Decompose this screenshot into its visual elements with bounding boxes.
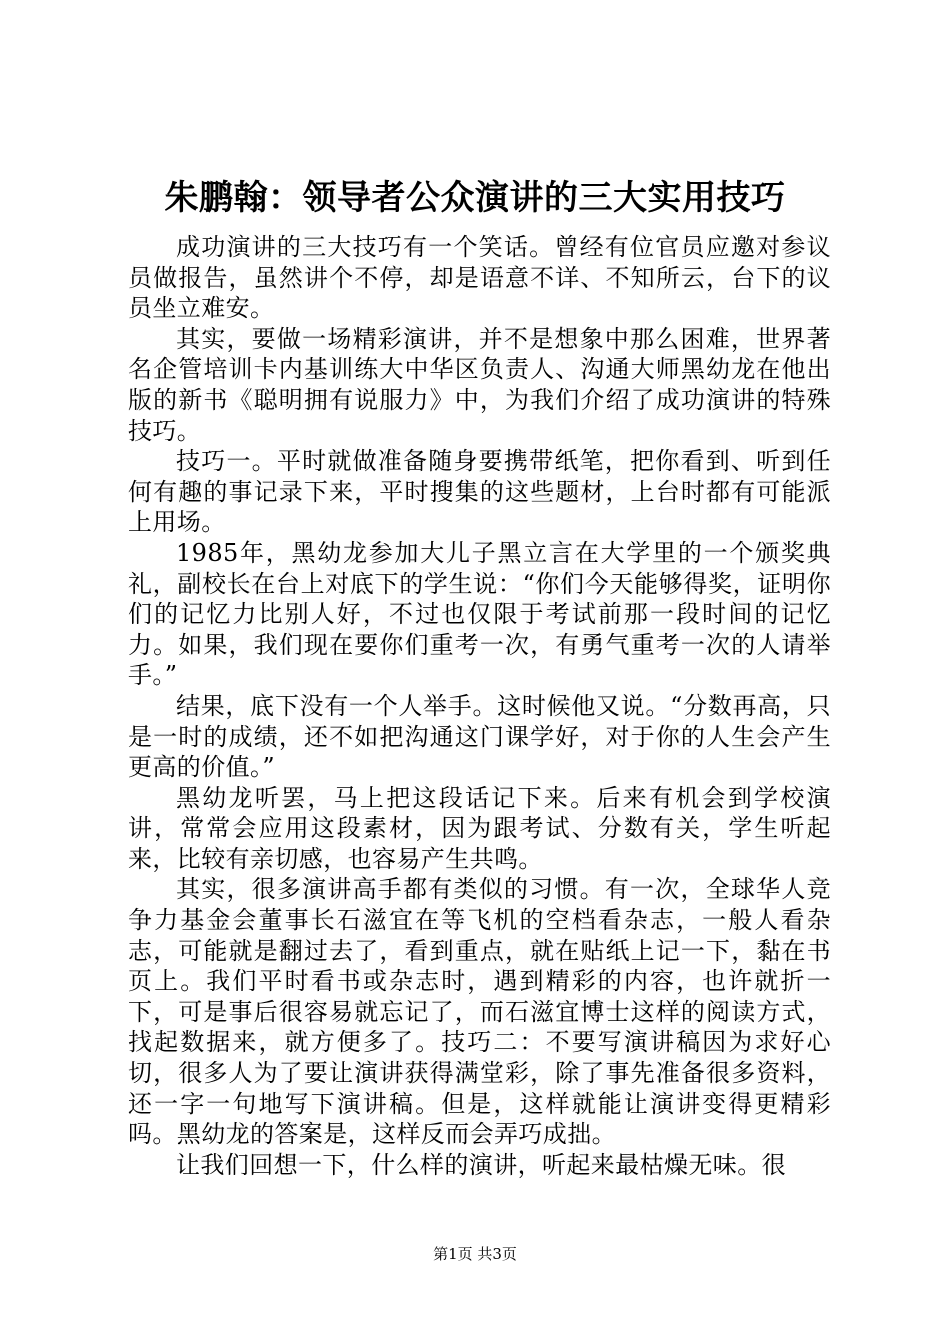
page-footer: 第1页 共3页 bbox=[433, 1245, 517, 1263]
paragraph: 结果，底下没有一个人举手。这时候他又说。“分数再高，只是一时的成绩，还不如把沟通这门课学好，对于你的人生会产生更高的价值。” bbox=[128, 691, 831, 782]
paragraph: 技巧一。平时就做准备随身要携带纸笔，把你看到、听到任何有趣的事记录下来，平时搜集的这些题材，上台时都有可能派上用场。 bbox=[128, 447, 831, 537]
paragraph: 成功演讲的三大技巧有一个笑话。曾经有位官员应邀对参议员做报告，虽然讲个不停，却是语意不详、不知所云，台下的议员坐立难安。 bbox=[128, 233, 831, 323]
document-title: 朱鹏翰：领导者公众演讲的三大实用技巧 bbox=[164, 178, 786, 218]
paragraph: 让我们回想一下，什么样的演讲，听起来最枯燥无味。很 bbox=[176, 1150, 786, 1179]
paragraph: 其实，要做一场精彩演讲，并不是想象中那么困难，世界著名企管培训卡内基训练大中华区负责人、沟通大师黑幼龙在他出版的新书《聪明拥有说服力》中，为我们介绍了成功演讲的特殊技巧。 bbox=[128, 324, 831, 445]
document-body bbox=[128, 232, 831, 1180]
paragraph: 其实，很多演讲高手都有类似的习惯。有一次，全球华人竞争力基金会董事长石滋宜在等飞机的空档看杂志，一般人看杂志，可能就是翻过去了，看到重点，就在贴纸上记一下，黏在书页上。我们平时看书或杂志时，遇到精彩的内容，也许就折一下，可是事后很容易就忘记了，而石滋宜博士这样的阅读方式，找起数据来，就方便多了。技巧二：不要写演讲稿因为求好心切，很多人为了要让演讲获得满堂彩，除了事先准备很多资料，还一字一句地写下演讲稿。但是，这样就能让演讲变得更精彩吗。黑幼龙的答案是，这样反而会弄巧成拙。 bbox=[128, 875, 831, 1149]
paragraph: 1985年，黑幼龙参加大儿子黑立言在大学里的一个颁奖典礼，副校长在台上对底下的学生说：“你们今天能够得奖，证明你们的记忆力比别人好，不过也仅限于考试前那一段时间的记忆力。如果，我们现在要你们重考一次，有勇气重考一次的人请举手。” bbox=[128, 538, 831, 690]
paragraph: 黑幼龙听罢，马上把这段话记下来。后来有机会到学校演讲，常常会应用这段素材，因为跟考试、分数有关，学生听起来，比较有亲切感，也容易产生共鸣。 bbox=[128, 783, 831, 873]
